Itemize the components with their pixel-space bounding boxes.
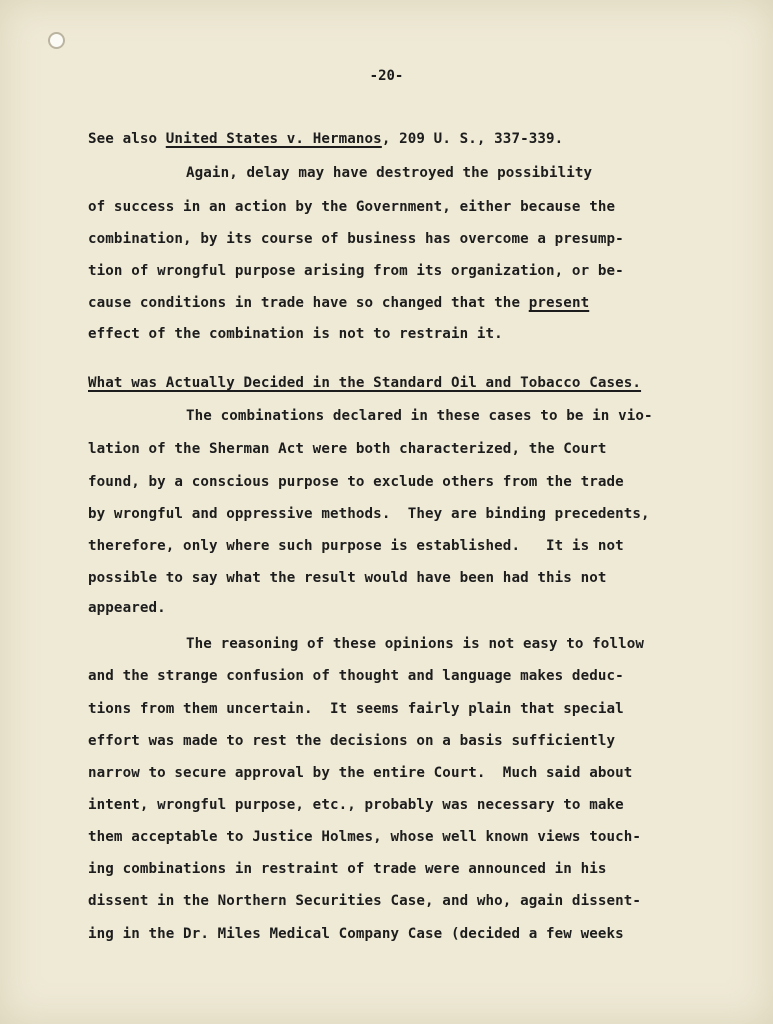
text-line: The combinations declared in these cases to be in vio-	[186, 408, 653, 424]
text-line: appeared.	[88, 600, 166, 616]
text-line: and the strange confusion of thought and language makes deduc-	[88, 668, 624, 684]
text-line	[88, 295, 589, 311]
text-line: tions from them uncertain. It seems fairly plain that special	[88, 701, 624, 717]
text-line: by wrongful and oppressive methods. They are binding precedents,	[88, 506, 650, 522]
text-line: The reasoning of these opinions is not easy to follow	[186, 636, 645, 652]
text-line: Again, delay may have destroyed the possibility	[186, 165, 593, 181]
punch-hole	[50, 34, 63, 47]
text-line-post: , 209 U. S., 337-339.	[381, 131, 564, 147]
text-line	[88, 131, 563, 147]
text-line: effort was made to rest the decisions on a basis sufficiently	[88, 733, 616, 749]
text-line: ing in the Dr. Miles Medical Company Case (decided a few weeks	[88, 926, 624, 942]
case-citation: United States v. Hermanos	[165, 131, 382, 147]
text-line: of success in an action by the Government, either because the	[88, 199, 616, 215]
text-line: effect of the combination is not to restrain it.	[88, 326, 503, 342]
emphasized-word: present	[528, 295, 590, 311]
section-heading: What was Actually Decided in the Standard Oil and Tobacco Cases.	[88, 375, 642, 391]
text-line: possible to say what the result would have been had this not	[88, 570, 607, 586]
text-line: tion of wrongful purpose arising from its organization, or be-	[88, 263, 624, 279]
text-line: narrow to secure approval by the entire Court. Much said about	[88, 765, 633, 781]
text-line: combination, by its course of business has overcome a presump-	[88, 231, 624, 247]
text-line: dissent in the Northern Securities Case, and who, again dissent-	[88, 893, 642, 909]
text-line: ing combinations in restraint of trade were announced in his	[88, 861, 607, 877]
page-number: -20-	[369, 68, 404, 84]
text-line-pre: See also	[88, 131, 166, 147]
text-line: them acceptable to Justice Holmes, whose well known views touch-	[88, 829, 642, 845]
text-line: lation of the Sherman Act were both characterized, the Court	[88, 441, 607, 457]
text-line-pre: cause conditions in trade have so changed that the	[88, 295, 529, 311]
text-line: therefore, only where such purpose is established. It is not	[88, 538, 624, 554]
text-line: intent, wrongful purpose, etc., probably was necessary to make	[88, 797, 624, 813]
text-line: found, by a conscious purpose to exclude others from the trade	[88, 474, 624, 490]
